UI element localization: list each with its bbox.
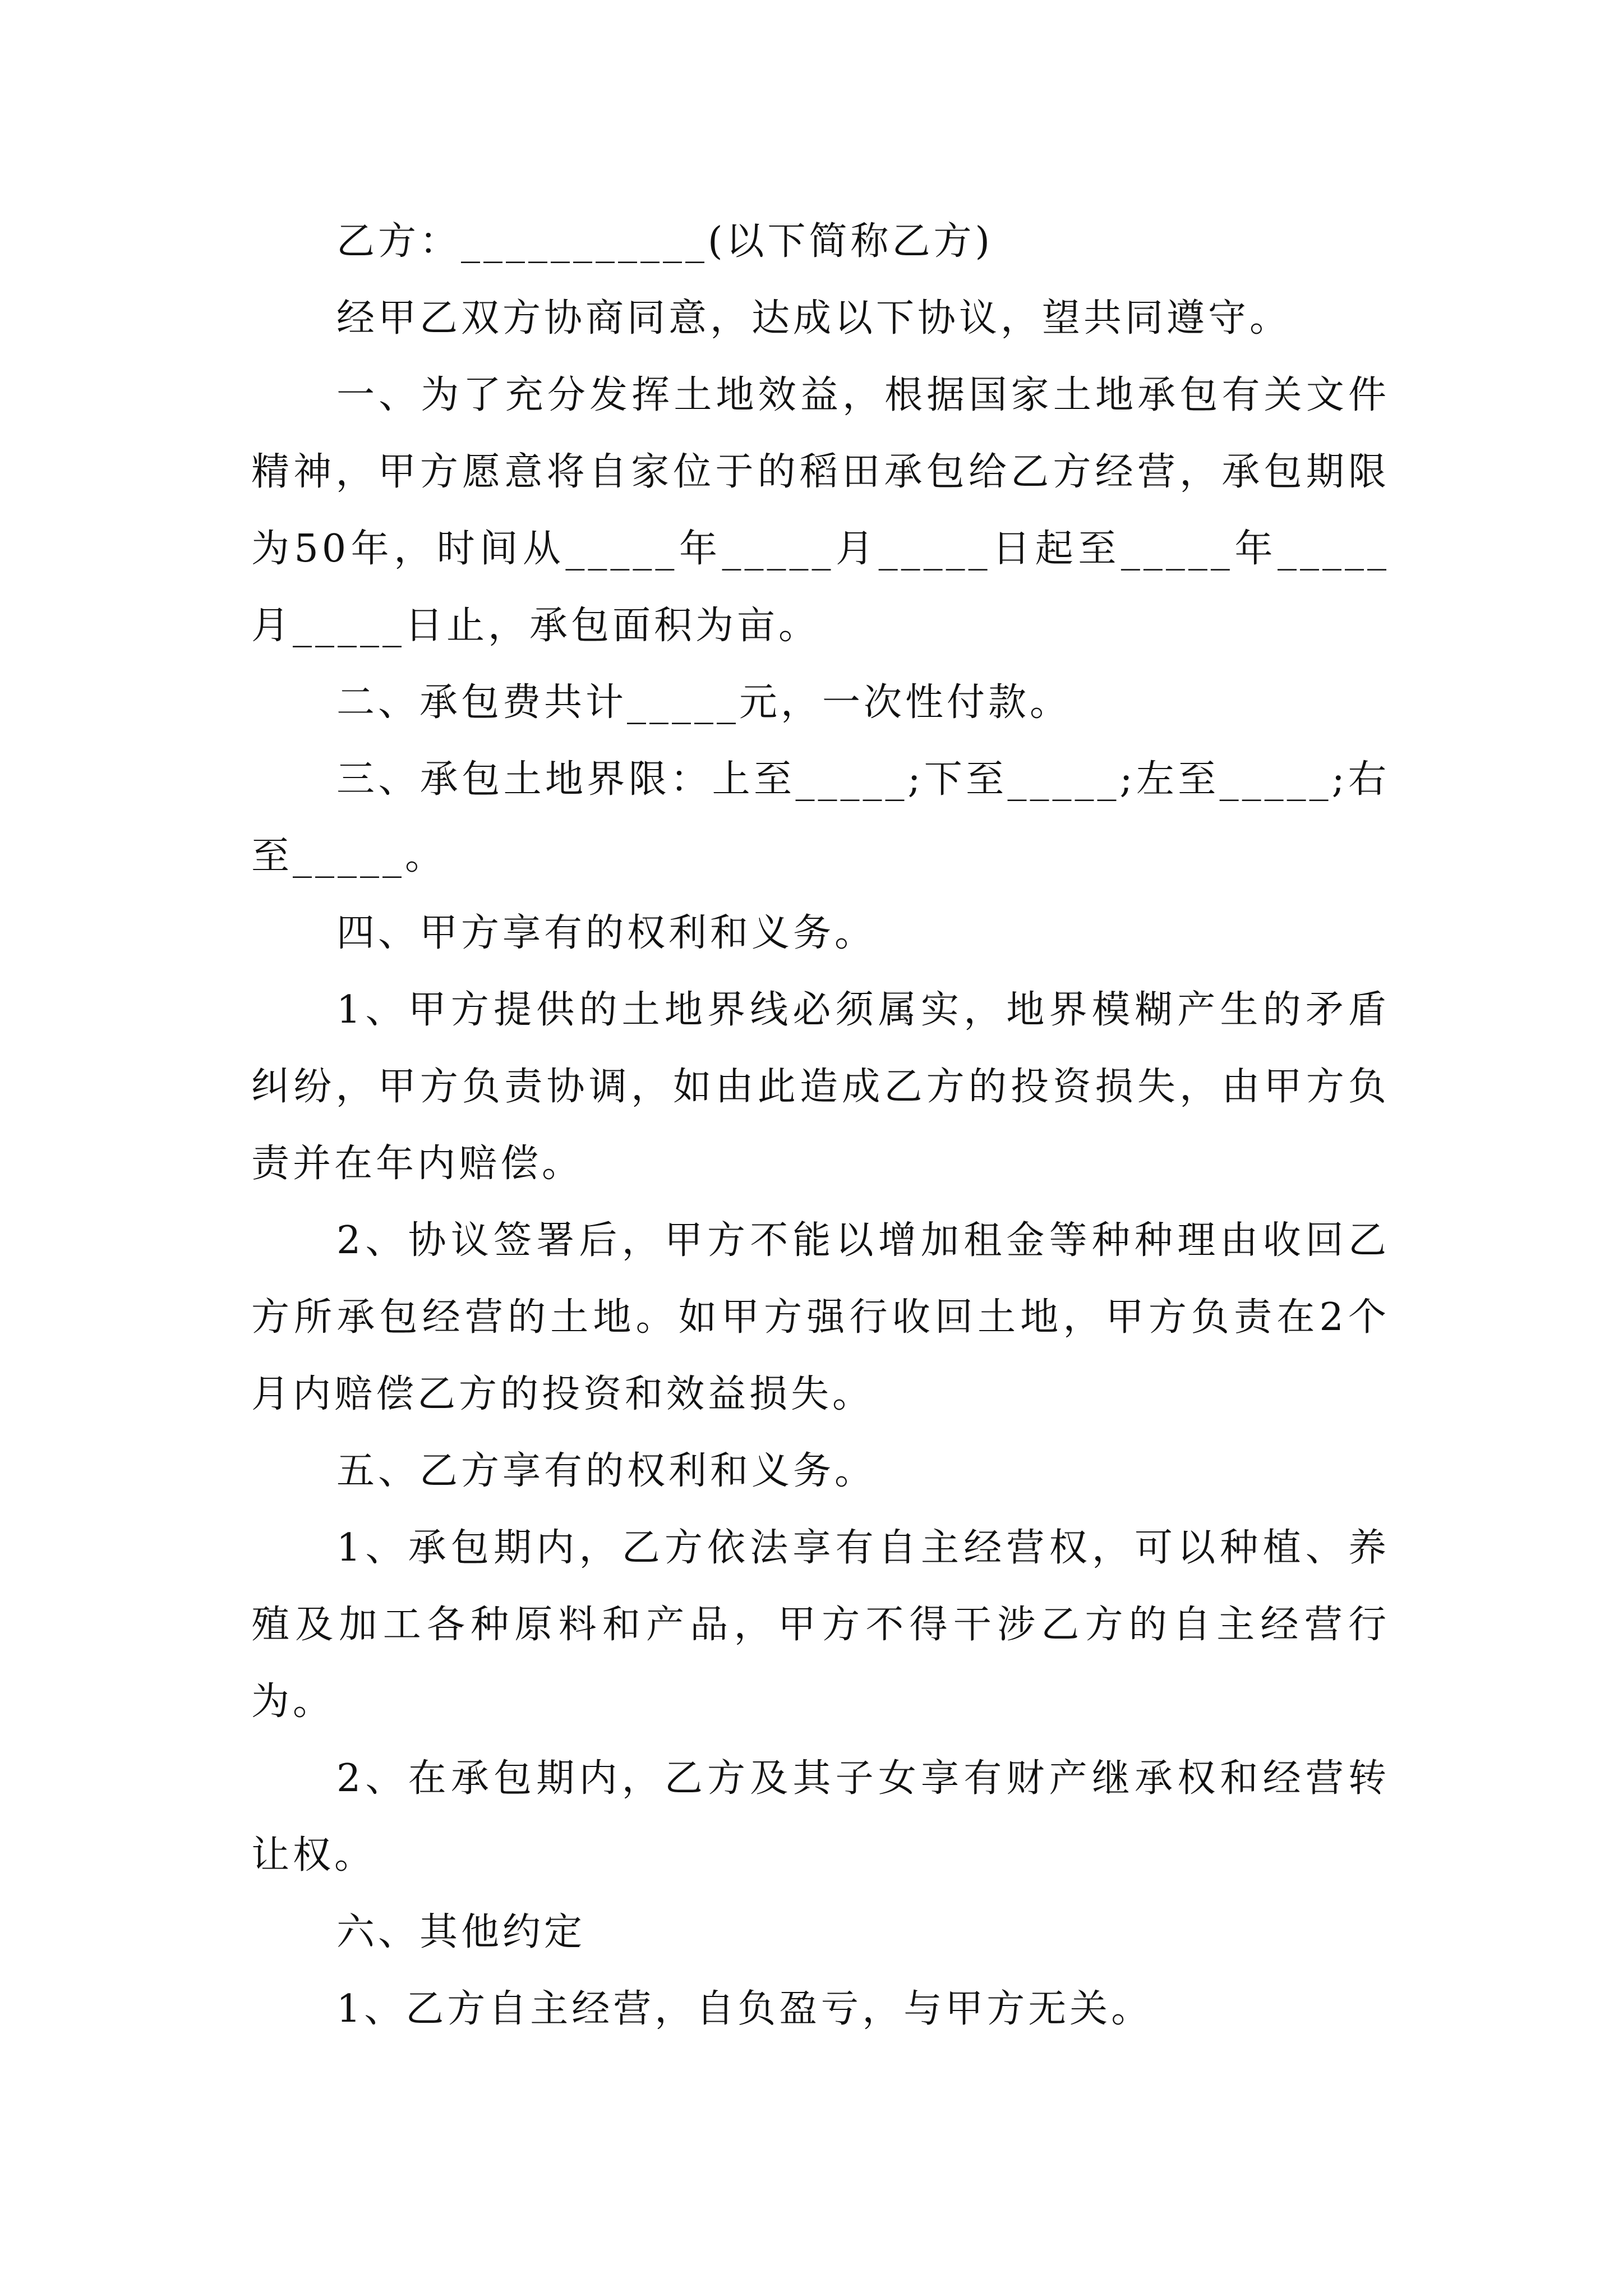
clause-4-heading: 四、甲方享有的权利和义务。 [336,911,877,955]
party-b-line: 乙方：___________(以下简称乙方) [336,219,994,264]
clause-6-item-1: 1、乙方自主经营，自负盈亏，与甲方无关。 [336,1987,1153,2031]
document-page [251,203,1390,2047]
clause-1-contract-term: 一、为了充分发挥土地效益，根据国家土地承包有关文件精神，甲方愿意将自家位于的稻田承包给乙方经营，承包期限为50年，时间从_____年_____月_____日起至_____年_____月_____日止，承包面积为亩。 [251,373,1390,648]
clause-5-item-2: 2、在承包期内，乙方及其子女享有财产继承权和经营转让权。 [251,1756,1390,1878]
clause-2-contract-fee: 二、承包费共计_____元，一次性付款。 [336,680,1072,725]
clause-5-heading: 五、乙方享有的权利和义务。 [336,1449,877,1493]
clause-5-item-1: 1、承包期内，乙方依法享有自主经营权，可以种植、养殖及加工各种原料和产品，甲方不得干涉乙方的自主经营行为。 [251,1526,1390,1724]
clause-6-heading: 六、其他约定 [336,1910,586,1954]
agreement-intro: 经甲乙双方协商同意，达成以下协议，望共同遵守。 [336,296,1292,341]
clause-4-item-1: 1、甲方提供的土地界线必须属实，地界模糊产生的矛盾纠纷，甲方负责协调，如由此造成乙方的投资损失，由甲方负责并在年内赔偿。 [251,988,1390,1186]
clause-4-item-2: 2、协议签署后，甲方不能以增加租金等种种理由收回乙方所承包经营的土地。如甲方强行收回土地，甲方负责在2个月内赔偿乙方的投资和效益损失。 [251,1218,1390,1416]
clause-3-land-boundaries: 三、承包土地界限：上至_____;下至_____;左至_____;右至_____。 [251,757,1390,878]
